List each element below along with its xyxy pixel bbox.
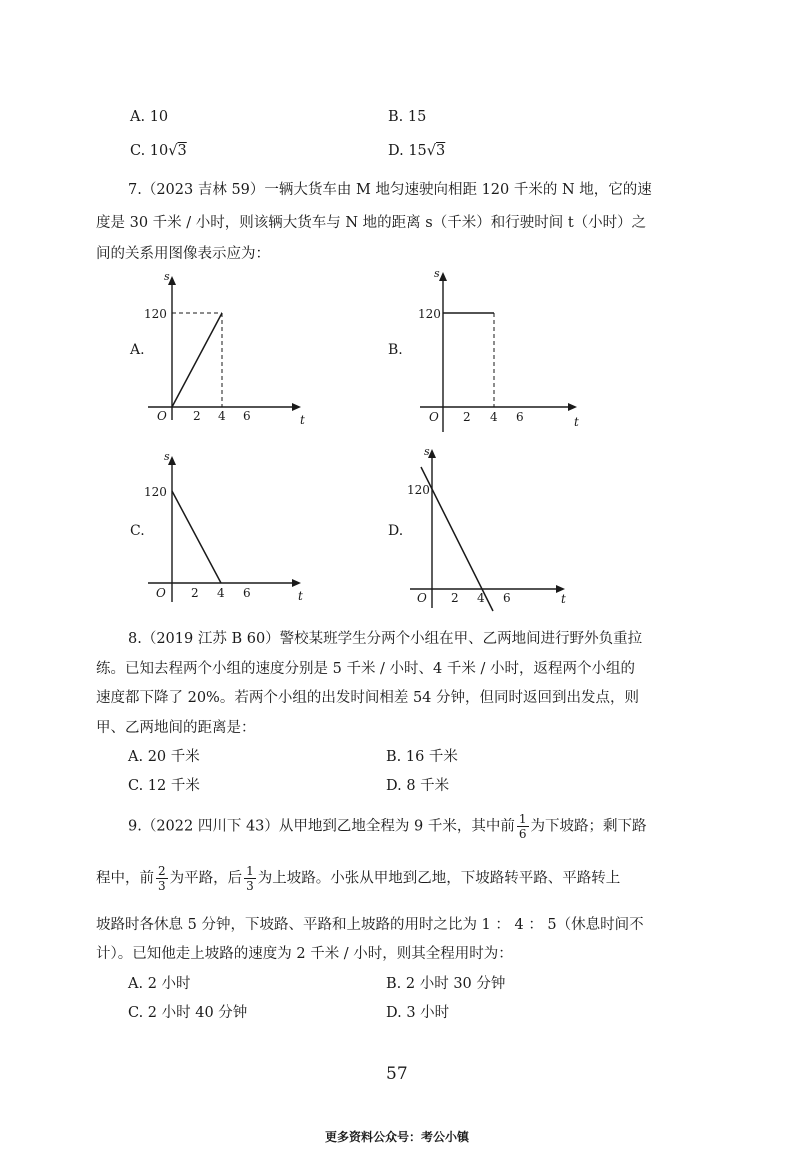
q9-line-1 <box>128 812 647 841</box>
q9-frac2-den: 3 <box>246 879 254 893</box>
q9-option-d: D. 3 小时 <box>386 1005 450 1021</box>
graph-d-x-tick-2: 2 <box>451 591 459 605</box>
graph-d-x-tick-6: 6 <box>503 591 511 605</box>
graph-b-y-label: s <box>434 267 440 280</box>
q9-option-c: C. 2 小时 40 分钟 <box>128 1005 248 1021</box>
graph-a-x-tick-2: 2 <box>193 409 201 423</box>
q9-line-1-tail: 为下坡路；剩下路 <box>530 818 647 835</box>
graph-a-x-label: t <box>300 413 305 427</box>
q9-line-2 <box>96 864 620 893</box>
q6-option-d-radical: √ <box>426 143 437 159</box>
graph-c-y-tick-120: 120 <box>144 485 167 499</box>
graph-d-y-label: s <box>424 445 430 458</box>
graph-b-x-tick-4: 4 <box>490 410 498 424</box>
q8-line-4: 甲、乙两地间的距离是： <box>96 720 256 736</box>
graph-c-x-tick-6: 6 <box>243 586 251 600</box>
page-number: 57 <box>386 1064 408 1084</box>
graph-c-x-label: t <box>298 589 303 603</box>
graph-b-y-tick-120: 120 <box>418 307 441 321</box>
q7-line-2: 度是 30 千米 / 小时，则该辆大货车与 N 地的距离 s（千米）和行驶时间 t（小时）之 <box>96 215 647 231</box>
q8-line-1: 8.（2019 江苏 B 60）警校某班学生分两个小组在甲、乙两地间进行野外负重拉 <box>128 631 643 647</box>
q6-option-c-radical: √ <box>168 143 178 159</box>
q9-line-2-text: 程中，前 <box>96 870 154 887</box>
graph-d-x-label: t <box>561 592 566 606</box>
graph-b-letter: B. <box>388 342 403 358</box>
q6-option-a: A. 10 <box>130 109 169 125</box>
q9-fraction-one-sixth <box>517 812 529 841</box>
graph-c-letter: C. <box>130 523 145 539</box>
q6-option-d-radicand: 3 <box>436 143 446 159</box>
graph-b-y-arrow <box>439 272 447 281</box>
graph-b-x-tick-2: 2 <box>463 410 471 424</box>
q9-frac2-num: 1 <box>246 864 254 878</box>
q8-line-2: 练。已知去程两个小组的速度分别是 5 千米 / 小时、4 千米 / 小时，返程两个小组的 <box>96 661 635 677</box>
q9-line-3: 坡路时各休息 5 分钟，下坡路、平路和上坡路的用时之比为 1 ： 4 ： 5（休息时间不 <box>96 917 644 933</box>
q8-option-c: C. 12 千米 <box>128 778 200 794</box>
graph-a <box>129 270 305 427</box>
q7-line-1: 7.（2023 吉林 59）一辆大货车由 M 地匀速驶向相距 120 千米的 N 地，它的速 <box>128 182 652 198</box>
graph-d-x-tick-4: 4 <box>477 591 485 605</box>
q8-line-3: 速度都下降了 20%。若两个小组的出发时间相差 54 分钟，但同时返回到出发点，则 <box>96 690 640 706</box>
graph-a-x-arrow <box>292 403 301 411</box>
graph-a-letter: A. <box>130 342 145 358</box>
graph-c <box>130 450 303 603</box>
q9-line-4: 计）。已知他走上坡路的速度为 2 千米 / 小时，则其全程用时为： <box>96 946 513 962</box>
graph-c-x-tick-4: 4 <box>217 586 225 600</box>
graph-a-origin: O <box>157 409 167 423</box>
q9-line-1-text: 9.（2022 四川下 43）从甲地到乙地全程为 9 千米，其中前 <box>128 818 515 835</box>
graph-b <box>388 267 579 432</box>
graph-b-x-arrow <box>568 403 577 411</box>
footer-text: 更多资料公众号：考公小镇 <box>325 1130 470 1144</box>
graph-c-data-line <box>172 491 221 583</box>
graph-a-data-line <box>172 313 222 407</box>
q6-option-c-prefix: C. 10 <box>130 143 169 159</box>
graph-b-origin: O <box>429 410 439 424</box>
q8-option-a: A. 20 千米 <box>128 749 200 765</box>
graph-a-x-tick-6: 6 <box>243 409 251 423</box>
q9-fraction-two-thirds <box>156 864 168 893</box>
q8-option-d: D. 8 千米 <box>386 778 450 794</box>
q9-line-2-mid: 为平路，后 <box>169 870 243 887</box>
graph-a-y-label: s <box>164 270 170 283</box>
q9-option-a: A. 2 小时 <box>128 976 191 992</box>
graph-d-y-tick-120: 120 <box>407 483 430 497</box>
graph-a-x-tick-4: 4 <box>218 409 226 423</box>
graph-b-x-tick-6: 6 <box>516 410 524 424</box>
graph-c-x-arrow <box>292 579 301 587</box>
q8-option-b: B. 16 千米 <box>386 749 458 765</box>
graph-b-x-label: t <box>574 415 579 429</box>
q9-fraction-one-third <box>244 864 256 893</box>
q6-option-d-prefix: D. 15 <box>388 143 427 159</box>
q6-option-c-radicand: 3 <box>177 143 187 159</box>
graph-c-x-tick-2: 2 <box>191 586 199 600</box>
q9-frac-den: 6 <box>518 827 527 841</box>
q9-frac1-num: 2 <box>158 864 166 878</box>
q9-frac-num: 1 <box>518 812 527 826</box>
graph-d <box>388 445 566 611</box>
q7-line-3: 间的关系用图像表示应为： <box>96 246 270 262</box>
q6-option-b: B. 15 <box>388 109 427 125</box>
q9-option-b: B. 2 小时 30 分钟 <box>386 976 506 992</box>
graph-c-origin: O <box>156 586 166 600</box>
graph-c-y-label: s <box>164 450 170 463</box>
graph-a-y-tick-120: 120 <box>144 307 167 321</box>
graph-d-letter: D. <box>388 523 404 539</box>
q9-frac1-den: 3 <box>158 879 166 893</box>
q9-line-2-tail: 为上坡路。小张从甲地到乙地，下坡路转平路、平路转上 <box>257 870 621 887</box>
graph-d-origin: O <box>417 591 427 605</box>
